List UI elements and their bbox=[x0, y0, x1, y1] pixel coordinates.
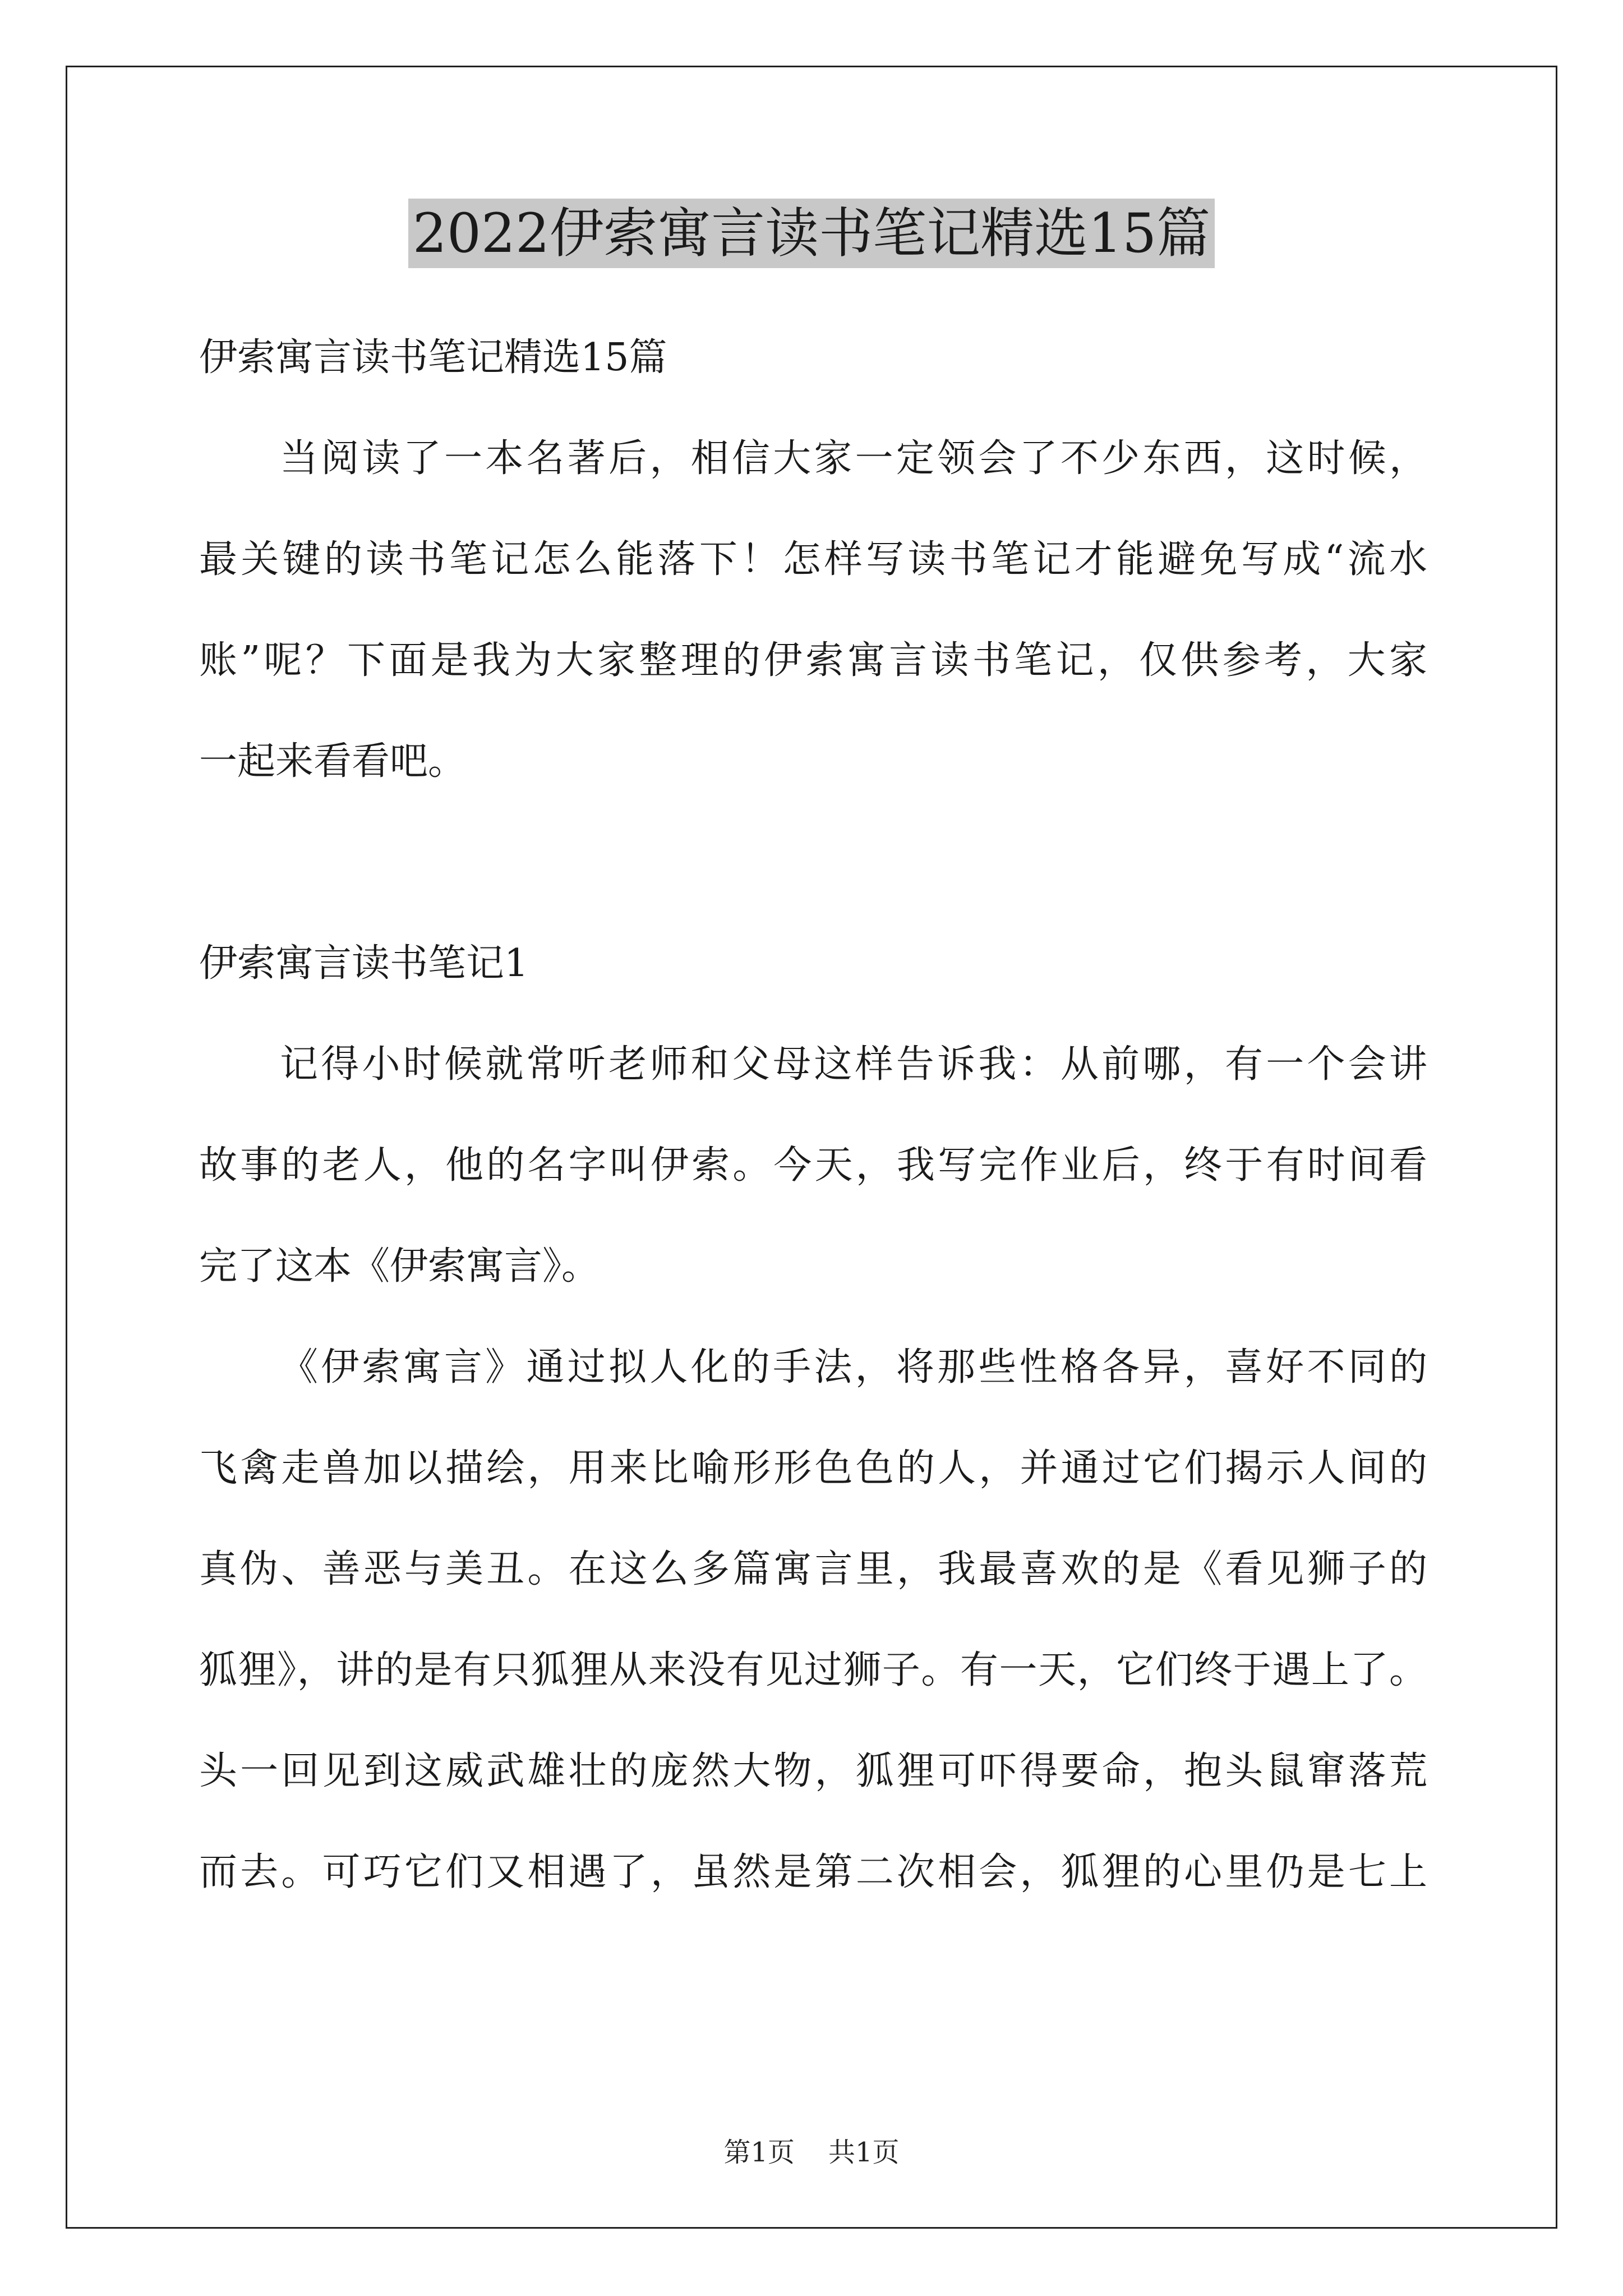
paragraph-line: 头一回见到这威武雄壮的庞然大物，狐狸可吓得要命，抱头鼠窜落荒 bbox=[199, 1749, 1427, 1793]
paragraph-line: 狐狸》，讲的是有只狐狸从来没有见过狮子。有一天，它们终于遇上了。 bbox=[199, 1648, 1427, 1692]
paragraph-1 bbox=[199, 1014, 1427, 1317]
page-number: 第1页 bbox=[723, 2137, 795, 2168]
document-body bbox=[199, 307, 1427, 1923]
paragraph-line: 故事的老人，他的名字叫伊索。今天，我写完作业后，终于有时间看 bbox=[199, 1143, 1427, 1188]
paragraph-line: 真伪、善恶与美丑。在这么多篇寓言里，我最喜欢的是《看见狮子的 bbox=[199, 1547, 1427, 1591]
paragraph-2 bbox=[199, 1317, 1427, 1923]
document-title-text: 2022伊索寓言读书笔记精选15篇 bbox=[408, 199, 1215, 268]
paragraph-line: 账”呢？下面是我为大家整理的伊索寓言读书笔记，仅供参考，大家 bbox=[199, 638, 1427, 683]
paragraph-line: 而去。可巧它们又相遇了，虽然是第二次相会，狐狸的心里仍是七上 bbox=[199, 1850, 1427, 1894]
paragraph-line: 记得小时候就常听老师和父母这样告诉我：从前哪，有一个会讲 bbox=[280, 1042, 1427, 1087]
paragraph-line: 当阅读了一本名著后，相信大家一定领会了不少东西，这时候， bbox=[280, 436, 1427, 481]
page-total: 共1页 bbox=[828, 2137, 900, 2168]
document-subtitle: 伊索寓言读书笔记精选15篇 bbox=[199, 335, 667, 380]
paragraph-line: 《伊索寓言》通过拟人化的手法，将那些性格各异，喜好不同的 bbox=[280, 1345, 1427, 1389]
paragraph-line: 飞禽走兽加以描绘，用来比喻形形色色的人，并通过它们揭示人间的 bbox=[199, 1446, 1427, 1490]
section-heading: 伊索寓言读书笔记1 bbox=[199, 941, 529, 986]
intro-paragraph bbox=[199, 408, 1427, 812]
paragraph-line: 完了这本《伊索寓言》。 bbox=[199, 1244, 600, 1289]
paragraph-line: 最关键的读书笔记怎么能落下！怎样写读书笔记才能避免写成“流水 bbox=[199, 537, 1427, 582]
paragraph-line: 一起来看看吧。 bbox=[199, 739, 467, 784]
document-title bbox=[0, 200, 1623, 267]
page-footer bbox=[0, 2131, 1623, 2169]
blank-line bbox=[199, 812, 1427, 913]
